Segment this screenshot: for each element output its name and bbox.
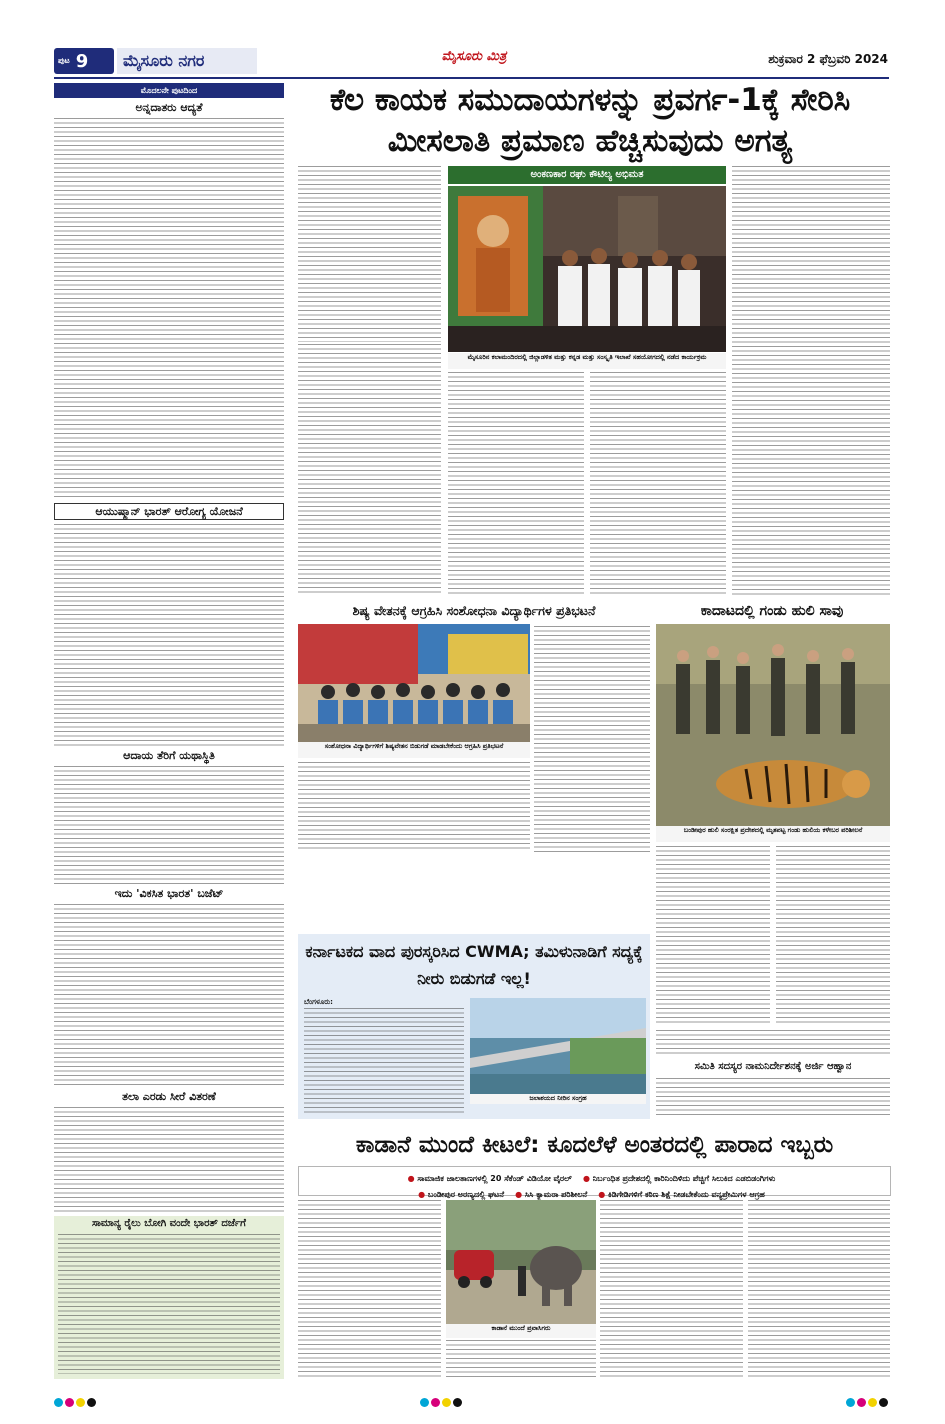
event-photo [448,186,726,352]
subhead-tag: ● ನಿರ್ಬಂಧಿತ ಪ್ರದೇಶದಲ್ಲಿ ಕಾರಿನಿಂದಿಳಿದು ಪೆಚ್ಚಿಗೆ ಸಿಲುಕಿದ ಎಡಬಿಡಂಗಿಗಳು [582,1174,776,1183]
elephant-article-body [600,1200,743,1380]
section-name: ಮೈಸೂರು ನಗರ [117,48,257,74]
elephant-article-body [446,1340,596,1380]
masthead-rule [54,77,889,79]
cwma-article-body [304,1008,464,1115]
tiger-article-body [656,1030,890,1056]
tiger-headline: ಕಾದಾಟದಲ್ಲಿ ಗಂಡು ಹುಲಿ ಸಾವು [700,603,844,619]
lead-article-body [298,166,441,342]
protest-article-body [298,762,530,852]
cwma-caption: ಜಲಾಶಯದ ನೀರಿನ ಸಂಗ್ರಹ [470,1094,646,1104]
elephant-subhead-tags [298,1166,891,1199]
section-heading-saree: ತಲಾ ಎರಡು ಸೀರೆ ವಿತರಣೆ [122,1090,216,1103]
elephant-photo [446,1200,596,1324]
protest-article-body [534,626,650,852]
page-number: 9 [75,50,89,72]
print-color-marks [420,1392,464,1411]
article-body [54,524,284,747]
subhead-tag: ● ಸಿಸಿ ಕ್ಯಾಮರಾ ಪರಿಶೀಲನೆ [515,1190,588,1199]
article-body [54,118,284,500]
newspaper-logo: ಮೈಸೂರು ಮಿತ್ರ [441,49,507,64]
subhead-tag: ● ಬಂಡೀಪುರ ಅರಣ್ಯದಲ್ಲಿ ಘಟನೆ [418,1190,505,1199]
continued-tag: ಮೊದಲನೇ ಪುಟದಿಂದ [54,83,284,98]
photo-caption: ಮೈಸೂರಿನ ಕಲಾಮಂದಿರದಲ್ಲಿ ಜಿಲ್ಲಾಡಳಿತ ಮತ್ತು ಕನ್ನಡ ಮತ್ತು ಸಂಸ್ಕೃತಿ ಇಲಾಖೆ ಸಹಯೋಗದಲ್ಲಿ ನಡೆದ ಕಾರ್ಯಕ್ರಮ [448,353,726,369]
opinion-banner: ಅಂಕಣಕಾರ ರಘು ಕೌಟಿಲ್ಯ ಅಭಿಮತ [448,166,726,184]
cwma-dateline: ಬೆಂಗಳೂರು: [304,998,333,1006]
cwma-headline: ಕರ್ನಾಟಕದ ವಾದ ಪುರಸ್ಕರಿಸಿದ CWMA; ತಮಿಳುನಾಡಿಗೆ ಸದ್ಯಕ್ಕೆ ನೀರು ಬಿಡುಗಡೆ ಇಲ್ಲ! [305,942,643,988]
train-news-box [54,1216,284,1379]
elephant-caption: ಕಾಡಾನೆ ಮುಂದೆ ಪ್ರವಾಸಿಗರು [446,1324,596,1338]
tiger-caption: ಬಂಡೀಪುರ ಹುಲಿ ಸಂರಕ್ಷಿತ ಪ್ರದೇಶದಲ್ಲಿ ಮೃತಪಟ್ಟ ಗಂಡು ಹುಲಿಯ ಕಳೇಬರ ಪರಿಶೀಲನೆ [656,826,890,842]
elephant-article-body [748,1200,890,1380]
elephant-headline: ಕಾಡಾನೆ ಮುಂದೆ ಕೀಟಲೆ: ಕೂದಲೆಳೆ ಅಂತರದಲ್ಲಿ ಪಾರಾದ ಇಬ್ಬರು [355,1132,834,1158]
protest-headline: ಶಿಷ್ಯ ವೇತನಕ್ಕೆ ಆಗ್ರಹಿಸಿ ಸಂಶೋಧನಾ ವಿದ್ಯಾರ್ಥಿಗಳ ಪ್ರತಿಭಟನೆ [352,603,596,618]
lead-article-body [732,166,890,596]
page-number-badge [54,48,114,74]
lead-article-body [448,372,584,596]
article-body [58,1234,280,1374]
tiger-article-body [776,846,890,1026]
page-label: ಪುಟ [58,56,70,65]
lead-headline: ಕೆಲ ಕಾಯಕ ಸಮುದಾಯಗಳನ್ನು ಪ್ರವರ್ಗ-1ಕ್ಕೆ ಸೇರಿಸಿ ಮೀಸಲಾತಿ ಪ್ರಮಾಣ ಹೆಚ್ಚಿಸುವುದು ಅಗತ್ಯ [329,82,851,159]
protest-photo [298,624,530,742]
dam-photo [470,998,646,1094]
section-heading-income-tax: ಆದಾಯ ತೆರಿಗೆ ಯಥಾಸ್ಥಿತಿ [123,749,215,762]
elephant-article-body [298,1200,441,1380]
subhead-tag: ● ಸಾಮಾಜಿಕ ಜಾಲತಾಣಗಳಲ್ಲಿ 20 ಸೆಕೆಂಡ್ ವಿಡಿಯೋ ವೈರಲ್ [407,1174,572,1183]
lead-article-body [590,372,726,596]
cwma-news-box [298,934,650,1119]
print-color-marks [54,1392,98,1411]
section-heading-train: ಸಾಮಾನ್ಯ ರೈಲು ಬೋಗಿ ವಂದೇ ಭಾರತ್ ದರ್ಜೆಗೆ [92,1218,246,1229]
protest-caption: ಸಂಶೋಧನಾ ವಿದ್ಯಾರ್ಥಿಗಳಿಗೆ ಶಿಷ್ಯವೇತನ ಬಿಡುಗಡೆ ಮಾಡಬೇಕೆಂದು ಆಗ್ರಹಿಸಿ ಪ್ರತಿಭಟನೆ [298,742,530,758]
notice-body [656,1078,890,1118]
subhead-tag: ● ಕಿಡಿಗೇಡಿಗಳಿಗೆ ಕಠಿಣ ಶಿಕ್ಷೆ ನೀಡಬೇಕೆಂದು ವನ್ಯಪ್ರೇಮಿಗಳ ಆಗ್ರಹ [598,1190,765,1199]
tiger-photo [656,624,890,826]
article-body [54,766,284,886]
print-color-marks [846,1392,890,1411]
tiger-article-body [656,846,770,1026]
issue-date: ಶುಕ್ರವಾರ 2 ಫೆಬ್ರವರಿ 2024 [768,52,888,66]
lead-article-body [298,344,441,596]
article-body [54,904,284,1087]
section-heading-farmers: ಅನ್ನದಾತರು ಆದ್ಯತೆ [135,101,203,114]
section-heading-budget: ಇದು 'ವಿಕಸಿತ ಭಾರತ' ಬಜೆಟ್ [114,887,224,900]
notice-headline: ಸಮಿತಿ ಸದಸ್ಯರ ನಾಮನಿರ್ದೇಶನಕ್ಕೆ ಅರ್ಜಿ ಆಹ್ವಾನ [694,1061,852,1072]
article-body [54,1107,284,1213]
section-heading-ayushman: ಆಯುಷ್ಮಾನ್ ಭಾರತ್ ಆರೋಗ್ಯ ಯೋಜನೆ [54,503,284,520]
